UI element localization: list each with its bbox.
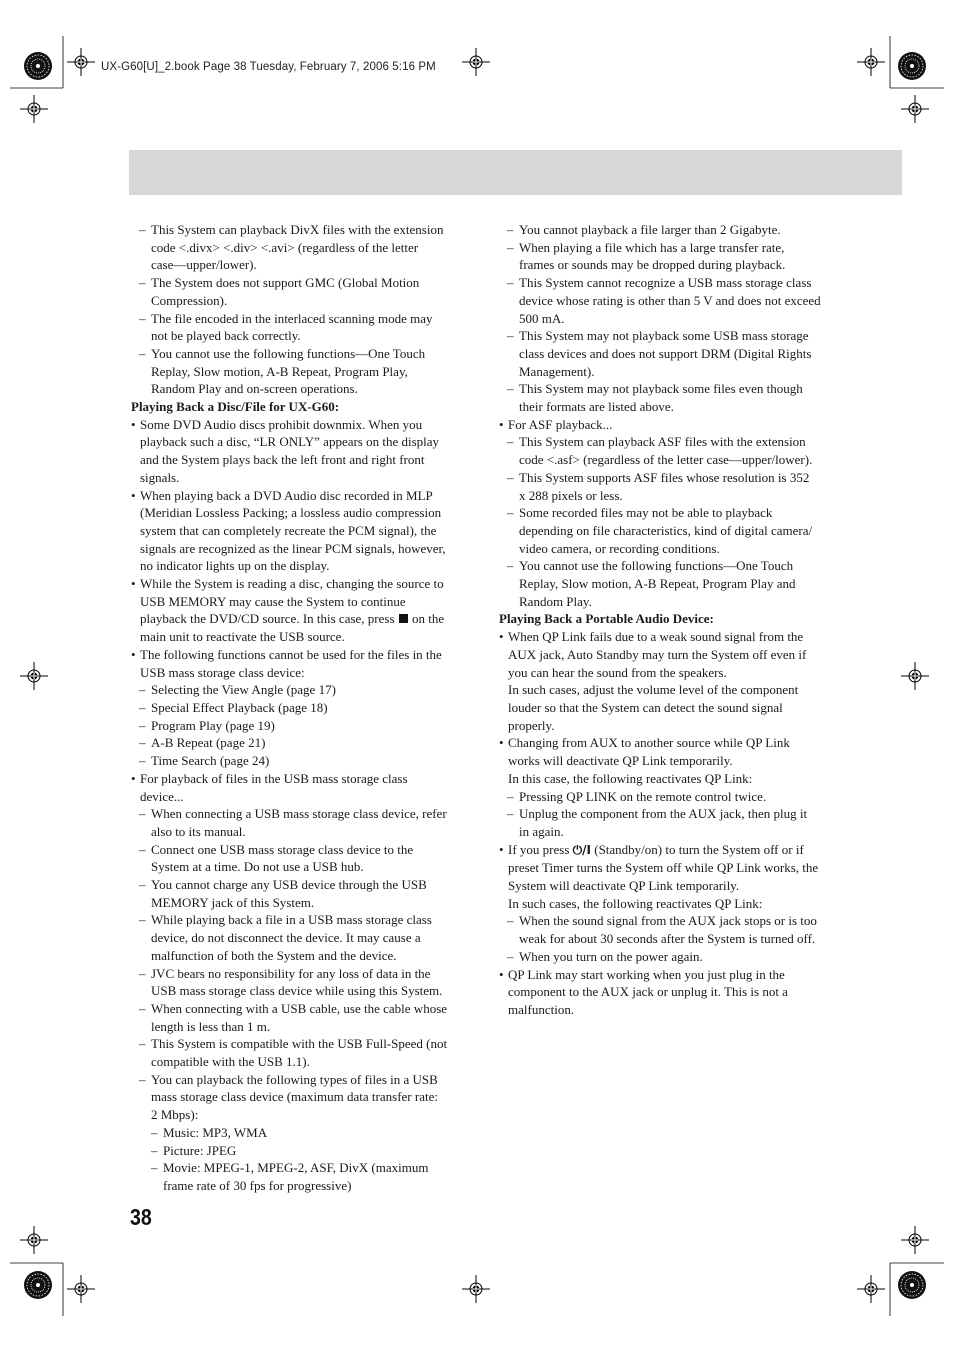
bullet-item <box>131 487 476 505</box>
bullet-item <box>131 416 476 434</box>
line-text: When the sound signal from the AUX jack stops or is too <box>519 913 817 929</box>
dash-marker: – <box>507 381 514 397</box>
line-text: class devices and does not support DRM (Digital Rights <box>519 345 812 361</box>
continuation-line <box>131 947 476 965</box>
dash-item <box>131 1000 476 1018</box>
dash-marker: – <box>139 699 146 715</box>
line-text: weak for about 30 seconds after the System is turned off. <box>519 931 816 947</box>
dash-marker: – <box>139 682 146 698</box>
bullet-marker: • <box>499 629 504 645</box>
continuation-line <box>131 823 476 841</box>
dash-item <box>499 557 848 575</box>
bullet-marker: • <box>131 646 136 662</box>
continuation-line <box>499 859 848 877</box>
bullet-marker: • <box>499 966 504 982</box>
line-text: case—upper/lower). <box>151 257 257 273</box>
continuation-line <box>499 770 848 788</box>
dash-marker: – <box>507 469 514 485</box>
dash-marker: – <box>507 222 514 237</box>
bullet-marker: • <box>131 416 136 432</box>
bullet-marker: • <box>499 735 504 751</box>
dash-marker: – <box>139 753 146 769</box>
line-text: playback such a disc, “LR ONLY” appears on the display <box>140 434 440 450</box>
dash-item <box>499 380 848 398</box>
line-text: Changing from AUX to another source while QP Link <box>508 735 790 751</box>
line-text: main unit to reactivate the USB source. <box>140 629 345 645</box>
line-text: Program Play (page 19) <box>151 717 275 733</box>
continuation-line <box>499 823 848 841</box>
continuation-line <box>131 858 476 876</box>
line-text: component to the AUX jack or unplug it. This is not a <box>508 984 788 1000</box>
dash-item <box>499 433 848 451</box>
dash-item <box>131 965 476 983</box>
line-text: Some DVD Audio discs prohibit downmix. When you <box>140 416 423 432</box>
continuation-line <box>131 292 476 310</box>
line-text: The file encoded in the interlaced scanning mode may <box>151 310 433 326</box>
continuation-line <box>131 1088 476 1106</box>
continuation-line <box>131 451 476 469</box>
line-text: louder so that the System can detect the sound signal <box>508 699 783 715</box>
dash-item <box>131 841 476 859</box>
dash-marker: – <box>139 1000 146 1016</box>
dash-item <box>499 274 848 292</box>
line-text: System will deactivate QP Link temporarily. <box>508 878 740 894</box>
line-text: You can playback the following types of files in a USB <box>151 1071 438 1087</box>
dash-item <box>499 504 848 522</box>
line-text: Some recorded files may not be able to playback <box>519 505 773 521</box>
dash-item <box>131 717 476 735</box>
dash-marker: – <box>139 806 146 822</box>
continuation-line <box>499 292 848 310</box>
line-text: When playing back a DVD Audio disc recorded in MLP <box>140 487 433 503</box>
line-text: USB mass storage class device while using this System. <box>151 983 443 999</box>
line-text: If you press <box>508 841 570 857</box>
line-text: you can hear the sound from the speakers. <box>508 664 727 680</box>
line-text: You cannot use the following functions—One Touch <box>151 345 426 361</box>
line-text: their formats are listed above. <box>519 399 674 415</box>
standby-on-icon: ⏻/I <box>572 842 591 857</box>
dash-marker: – <box>151 1160 158 1176</box>
bullet-marker: • <box>499 841 504 857</box>
line-text: When connecting a USB mass storage class device, refer <box>151 806 447 822</box>
dash-item <box>131 911 476 929</box>
dash-item <box>131 221 476 239</box>
line-text: When connecting with a USB cable, use the cable whose <box>151 1000 448 1016</box>
dash-item <box>131 345 476 363</box>
line-text: Replay, Slow motion, A-B Repeat, Program Play and <box>519 576 796 592</box>
continuation-line <box>499 363 848 381</box>
dash-marker: – <box>507 788 514 804</box>
line-text: Picture: JPEG <box>163 1142 237 1158</box>
continuation-line <box>499 983 848 1001</box>
dash-item <box>131 310 476 328</box>
continuation-line <box>499 522 848 540</box>
line-text: This System is compatible with the USB Full-Speed (not <box>151 1036 448 1052</box>
line-text: USB MEMORY may cause the System to continue <box>140 593 406 609</box>
bullet-marker: • <box>131 487 136 503</box>
line-text: When QP Link fails due to a weak sound signal from the <box>508 629 804 645</box>
line-text: Selecting the View Angle (page 17) <box>151 682 336 698</box>
dash-marker: – <box>507 913 514 929</box>
continuation-line <box>499 699 848 717</box>
dash-marker: – <box>139 310 146 326</box>
line-text: Movie: MPEG-1, MPEG-2, ASF, DivX (maximum <box>163 1160 429 1176</box>
line-text: For playback of files in the USB mass storage class <box>140 770 408 786</box>
continuation-line <box>131 557 476 575</box>
dash-marker: – <box>139 735 146 751</box>
right-column <box>499 221 848 1019</box>
left-column <box>131 221 476 1195</box>
line-text: Time Search (page 24) <box>151 753 270 769</box>
continuation-line <box>499 752 848 770</box>
continuation-line <box>499 877 848 895</box>
dash-marker: – <box>139 1071 146 1087</box>
line-text: Pressing QP LINK on the remote control twice. <box>519 788 767 804</box>
continuation-line <box>499 398 848 416</box>
line-text: While the System is reading a disc, changing the source to <box>140 576 444 592</box>
continuation-line <box>499 256 848 274</box>
line-text: Unplug the component from the AUX jack, then plug it <box>519 806 808 822</box>
line-text: In this case, the following reactivates QP Link: <box>508 770 753 786</box>
line-text: frames or sounds may be dropped during playback. <box>519 257 786 273</box>
line-text: Special Effect Playback (page 18) <box>151 699 328 715</box>
dash-item <box>499 239 848 257</box>
line-text: no indicator lights up on the display. <box>140 558 330 574</box>
continuation-line <box>131 1053 476 1071</box>
line-text: When you turn on the power again. <box>519 948 703 964</box>
bullet-item <box>499 416 848 434</box>
continuation-line <box>499 451 848 469</box>
continuation-line <box>499 681 848 699</box>
dash-marker: – <box>139 717 146 733</box>
continuation-line <box>131 610 476 628</box>
line-text: USB mass storage class device: <box>140 664 305 680</box>
continuation-line <box>131 380 476 398</box>
dash-item <box>131 876 476 894</box>
continuation-line <box>131 256 476 274</box>
dash-item <box>499 469 848 487</box>
continuation-line <box>131 929 476 947</box>
dash-marker: – <box>507 275 514 291</box>
continuation-line <box>131 1177 476 1195</box>
dash-marker: – <box>507 806 514 822</box>
line-text: In such cases, the following reactivates QP Link: <box>508 895 763 911</box>
line-text: device... <box>140 788 184 804</box>
line-text: in again. <box>519 823 564 839</box>
line-text: Playing Back a Disc/File for UX-G60: <box>131 399 340 415</box>
dash-item <box>499 912 848 930</box>
line-text: properly. <box>508 717 555 733</box>
line-text: code <.asf> (regardless of the letter case—upper/lower). <box>519 452 813 468</box>
dash-marker: – <box>507 558 514 574</box>
dash-item <box>131 1035 476 1053</box>
line-text: mass storage class device (maximum data transfer rate: <box>151 1089 438 1105</box>
continuation-line <box>499 717 848 735</box>
line-text: playback the DVD/CD source. In this case, press <box>140 611 395 627</box>
line-text: signals are recognized as the linear PCM signals, however, <box>140 540 446 556</box>
bullet-item <box>499 841 848 860</box>
line-text: This System cannot recognize a USB mass storage class <box>519 275 812 291</box>
section-title-band <box>129 150 902 195</box>
bullet-marker: • <box>131 770 136 786</box>
sub-dash-item <box>131 1142 476 1160</box>
line-text: The System does not support GMC (Global Motion <box>151 275 420 291</box>
continuation-line <box>499 646 848 664</box>
dash-marker: – <box>507 505 514 521</box>
line-text: and the System plays back the left front and right front <box>140 452 425 468</box>
continuation-line <box>499 930 848 948</box>
line-text: You cannot playback a file larger than 2 Gigabyte. <box>519 222 781 237</box>
section-heading <box>499 610 848 628</box>
bullet-item <box>499 734 848 752</box>
continuation-line <box>499 1001 848 1019</box>
continuation-line <box>499 895 848 913</box>
continuation-line <box>499 540 848 558</box>
line-text: x 288 pixels or less. <box>519 487 623 503</box>
line-text: Replay, Slow motion, A-B Repeat, Program Play, <box>151 363 408 379</box>
line-text: JVC bears no responsibility for any loss of data in the <box>151 965 431 981</box>
dash-item <box>499 327 848 345</box>
line-text: This System may not playback some files even though <box>519 381 803 397</box>
sub-dash-item <box>131 1124 476 1142</box>
dash-item <box>131 681 476 699</box>
line-text: The following functions cannot be used for the files in the <box>140 646 442 662</box>
line-text: A-B Repeat (page 21) <box>151 735 266 751</box>
continuation-line <box>131 894 476 912</box>
dash-marker: – <box>507 948 514 964</box>
line-text: Playing Back a Portable Audio Device: <box>499 611 714 627</box>
continuation-line <box>499 310 848 328</box>
dash-item <box>131 1071 476 1089</box>
line-text: preset Timer turns the System off while QP Link works, the <box>508 860 819 876</box>
dash-marker: – <box>507 434 514 450</box>
dash-marker: – <box>151 1124 158 1140</box>
line-text: 2 Mbps): <box>151 1107 199 1123</box>
bullet-item <box>499 966 848 984</box>
line-text: You cannot use the following functions—One Touch <box>519 558 794 574</box>
line-text: Compression). <box>151 292 228 308</box>
book-header: UX-G60[U]_2.book Page 38 Tuesday, February 7, 2006 5:16 PM <box>101 61 436 73</box>
continuation-line <box>131 788 476 806</box>
line-text: length is less than 1 m. <box>151 1018 271 1034</box>
continuation-line <box>131 664 476 682</box>
continuation-line <box>131 327 476 345</box>
dash-marker: – <box>139 877 146 893</box>
line-text: This System supports ASF files whose resolution is 352 <box>519 469 810 485</box>
bullet-item <box>131 770 476 788</box>
bullet-item <box>131 575 476 593</box>
dash-marker: – <box>139 275 146 291</box>
dash-marker: – <box>139 345 146 361</box>
line-text: MEMORY jack of this System. <box>151 894 315 910</box>
line-text: device whose rating is other than 5 V and does not exceed <box>519 292 821 308</box>
bullet-item <box>499 628 848 646</box>
line-text: For ASF playback... <box>508 416 613 432</box>
dash-item <box>131 805 476 823</box>
bullet-item <box>131 646 476 664</box>
line-text: In such cases, adjust the volume level of the component <box>508 682 799 698</box>
line-text: video camera, or recording conditions. <box>519 540 720 556</box>
line-text: device, do not disconnect the device. It may cause a <box>151 930 421 946</box>
dash-item <box>499 805 848 823</box>
line-text: malfunction of both the System and the device. <box>151 947 397 963</box>
dash-marker: – <box>139 222 146 237</box>
line-text: malfunction. <box>508 1001 575 1017</box>
continuation-line <box>499 664 848 682</box>
line-text: Connect one USB mass storage class device to the <box>151 841 414 857</box>
line-text: This System may not playback some USB mass storage <box>519 328 809 344</box>
dash-marker: – <box>507 239 514 255</box>
line-text: compatible with the USB 1.1). <box>151 1054 310 1070</box>
line-text: signals. <box>140 469 180 485</box>
dash-marker: – <box>139 912 146 928</box>
line-text: works will deactivate QP Link temporarily. <box>508 753 733 769</box>
continuation-line <box>499 345 848 363</box>
line-text: You cannot charge any USB device through the USB <box>151 877 427 893</box>
line-text: Management). <box>519 363 595 379</box>
continuation-line <box>499 575 848 593</box>
dash-item <box>499 221 848 239</box>
dash-item <box>131 699 476 717</box>
line-text: This System can playback ASF files with the extension <box>519 434 806 450</box>
continuation-line <box>499 487 848 505</box>
dash-item <box>131 274 476 292</box>
line-text: depending on file characteristics, kind of digital camera/ <box>519 522 813 538</box>
line-text: QP Link may start working when you just plug in the <box>508 966 785 982</box>
line-text: also to its manual. <box>151 823 246 839</box>
line-text: system that can completely recreate the PCM signal), the <box>140 522 437 538</box>
line-text: 500 mA. <box>519 310 565 326</box>
continuation-line <box>131 469 476 487</box>
continuation-line <box>131 1106 476 1124</box>
dash-item <box>499 948 848 966</box>
stop-button-icon <box>399 614 408 623</box>
dash-marker: – <box>139 841 146 857</box>
line-text: Music: MP3, WMA <box>163 1124 268 1140</box>
continuation-line <box>131 504 476 522</box>
dash-item <box>499 788 848 806</box>
continuation-line <box>131 540 476 558</box>
continuation-line <box>131 628 476 646</box>
bullet-marker: • <box>131 576 136 592</box>
line-text: code <.divx> <.div> <.avi> (regardless of the letter <box>151 239 419 255</box>
continuation-line <box>131 433 476 451</box>
line-text: When playing a file which has a large transfer rate, <box>519 239 785 255</box>
dash-marker: – <box>139 1036 146 1052</box>
continuation-line <box>131 363 476 381</box>
dash-item <box>131 734 476 752</box>
dash-marker: – <box>151 1142 158 1158</box>
continuation-line <box>131 982 476 1000</box>
continuation-line <box>131 1018 476 1036</box>
line-text: on the <box>412 611 445 627</box>
sub-dash-item <box>131 1159 476 1177</box>
dash-item <box>131 752 476 770</box>
line-text: frame rate of 30 fps for progressive) <box>163 1177 352 1193</box>
dash-marker: – <box>139 965 146 981</box>
continuation-line <box>499 593 848 611</box>
page-number: 38 <box>130 1204 152 1230</box>
continuation-line <box>131 593 476 611</box>
line-text: This System can playback DivX files with the extension <box>151 222 444 237</box>
dash-marker: – <box>507 328 514 344</box>
line-text: System at a time. Do not use a USB hub. <box>151 859 364 875</box>
line-text: Random Play and on-screen operations. <box>151 381 358 397</box>
line-text: (Meridian Lossless Packing; a lossless audio compression <box>140 505 442 521</box>
line-text: Random Play. <box>519 593 592 609</box>
bullet-marker: • <box>499 416 504 432</box>
section-heading <box>131 398 476 416</box>
line-text: not be played back correctly. <box>151 328 301 344</box>
line-text: While playing back a file in a USB mass storage class <box>151 912 432 928</box>
continuation-line <box>131 239 476 257</box>
line-text: (Standby/on) to turn the System off or if <box>594 841 804 857</box>
continuation-line <box>131 522 476 540</box>
line-text: AUX jack, Auto Standby may turn the System off even if <box>508 646 807 662</box>
